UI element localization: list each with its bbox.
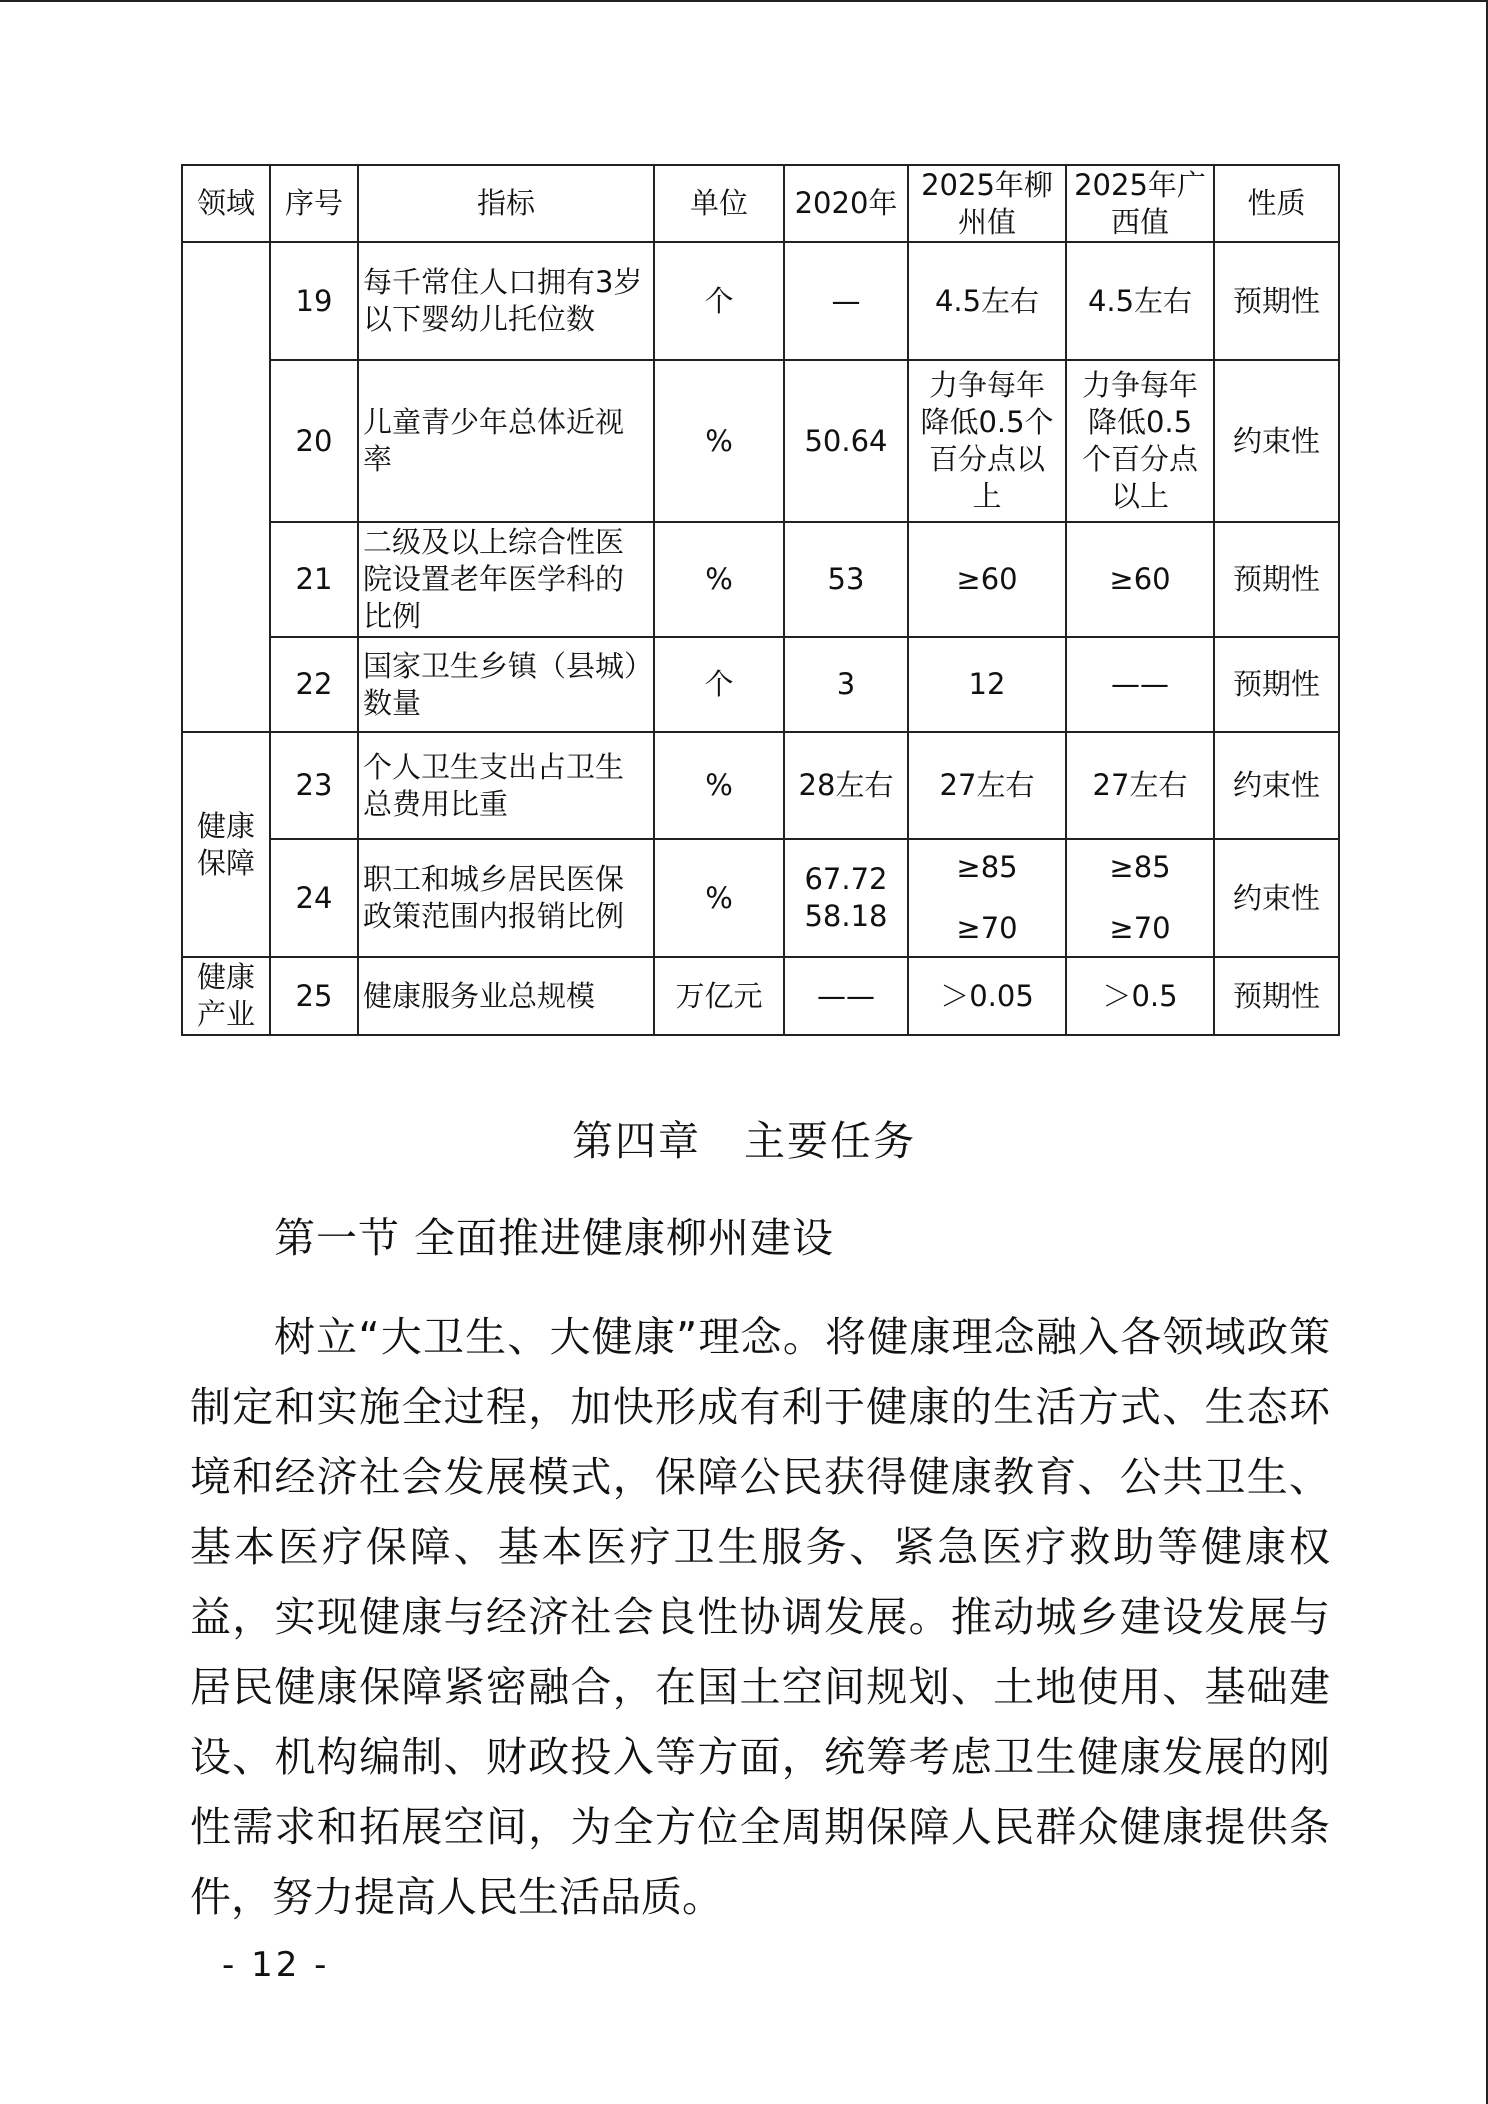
guangxi-cell: 4.5左右 bbox=[1066, 242, 1214, 360]
indicator-cell: 每千常住人口拥有3岁以下婴幼儿托位数 bbox=[358, 242, 654, 360]
table-row bbox=[182, 522, 1339, 637]
table-row bbox=[182, 637, 1339, 732]
guangxi-cell: 力争每年降低0.5个百分点以上 bbox=[1066, 360, 1214, 522]
table-row bbox=[182, 360, 1339, 522]
y2020-cell: 28左右 bbox=[784, 732, 908, 839]
unit-cell: % bbox=[654, 360, 784, 522]
header-nature: 性质 bbox=[1214, 165, 1339, 242]
nature-cell: 预期性 bbox=[1214, 522, 1339, 637]
unit-cell: 万亿元 bbox=[654, 957, 784, 1035]
body-text bbox=[190, 1302, 1330, 1932]
y2020-cell: 53 bbox=[784, 522, 908, 637]
domain-cell: 健康产业 bbox=[182, 957, 270, 1035]
header-domain: 领域 bbox=[182, 165, 270, 242]
guangxi-cell: ＞0.5 bbox=[1066, 957, 1214, 1035]
liuzhou-cell: ＞0.05 bbox=[908, 957, 1066, 1035]
chapter-title: 第四章 主要任务 bbox=[572, 1117, 916, 1165]
header-2020: 2020年 bbox=[784, 165, 908, 242]
liuzhou-value-b: ≥70 bbox=[956, 911, 1018, 945]
indicator-cell: 儿童青少年总体近视率 bbox=[358, 360, 654, 522]
header-2025-guangxi: 2025年广西值 bbox=[1066, 165, 1214, 242]
liuzhou-cell: ≥60 bbox=[908, 522, 1066, 637]
body-paragraph: 树立“大卫生、大健康”理念。将健康理念融入各领域政策制定和实施全过程，加快形成有利于健康的生活方式、生态环境和经济社会发展模式，保障公民获得健康教育、公共卫生、基本医疗保障、基本医疗卫生服务、紧急医疗救助等健康权益，实现健康与经济社会良性协调发展。推动城乡建设发展与居民健康保障紧密融合，在国土空间规划、土地使用、基础建设、机构编制、财政投入等方面，统筹考虑卫生健康发展的刚性需求和拓展空间，为全方位全周期保障人民群众健康提供条件，努力提高人民生活品质。 bbox=[190, 1313, 1330, 1921]
indicator-cell: 国家卫生乡镇（县城）数量 bbox=[358, 637, 654, 732]
y2020-value-a: 67.72 bbox=[804, 862, 888, 896]
indicator-table bbox=[181, 164, 1340, 1036]
domain-cell bbox=[182, 242, 270, 732]
guangxi-cell bbox=[1066, 839, 1214, 957]
table-row bbox=[182, 242, 1339, 360]
y2020-value-b: 58.18 bbox=[804, 899, 888, 933]
liuzhou-cell: 4.5左右 bbox=[908, 242, 1066, 360]
y2020-cell: 50.64 bbox=[784, 360, 908, 522]
y2020-cell: 3 bbox=[784, 637, 908, 732]
header-2025-liuzhou: 2025年柳州值 bbox=[908, 165, 1066, 242]
nature-cell: 约束性 bbox=[1214, 732, 1339, 839]
indicator-cell: 个人卫生支出占卫生总费用比重 bbox=[358, 732, 654, 839]
y2020-cell: — bbox=[784, 242, 908, 360]
liuzhou-value-a: ≥85 bbox=[956, 850, 1018, 884]
nature-cell: 预期性 bbox=[1214, 637, 1339, 732]
table-row bbox=[182, 732, 1339, 839]
domain-cell: 健康保障 bbox=[182, 732, 270, 957]
nature-cell: 约束性 bbox=[1214, 360, 1339, 522]
header-unit: 单位 bbox=[654, 165, 784, 242]
unit-cell: % bbox=[654, 732, 784, 839]
liuzhou-cell: 力争每年降低0.5个百分点以上 bbox=[908, 360, 1066, 522]
page-border-top bbox=[0, 0, 1488, 2]
no-cell: 25 bbox=[270, 957, 358, 1035]
guangxi-value-b: ≥70 bbox=[1109, 911, 1171, 945]
no-cell: 21 bbox=[270, 522, 358, 637]
unit-cell: 个 bbox=[654, 242, 784, 360]
indicator-cell: 职工和城乡居民医保政策范围内报销比例 bbox=[358, 839, 654, 957]
no-cell: 24 bbox=[270, 839, 358, 957]
no-cell: 19 bbox=[270, 242, 358, 360]
unit-cell: % bbox=[654, 839, 784, 957]
unit-cell: 个 bbox=[654, 637, 784, 732]
header-indicator: 指标 bbox=[358, 165, 654, 242]
no-cell: 20 bbox=[270, 360, 358, 522]
section-title: 第一节 全面推进健康柳州建设 bbox=[274, 1214, 835, 1262]
no-cell: 22 bbox=[270, 637, 358, 732]
nature-cell: 预期性 bbox=[1214, 242, 1339, 360]
table-row bbox=[182, 839, 1339, 957]
liuzhou-cell: 27左右 bbox=[908, 732, 1066, 839]
nature-cell: 约束性 bbox=[1214, 839, 1339, 957]
liuzhou-cell: 12 bbox=[908, 637, 1066, 732]
y2020-cell: —— bbox=[784, 957, 908, 1035]
guangxi-cell: ≥60 bbox=[1066, 522, 1214, 637]
y2020-cell bbox=[784, 839, 908, 957]
guangxi-value-a: ≥85 bbox=[1109, 850, 1171, 884]
unit-cell: % bbox=[654, 522, 784, 637]
nature-cell: 预期性 bbox=[1214, 957, 1339, 1035]
page-number: - 12 - bbox=[222, 1945, 330, 1985]
liuzhou-cell bbox=[908, 839, 1066, 957]
guangxi-cell: 27左右 bbox=[1066, 732, 1214, 839]
guangxi-cell: —— bbox=[1066, 637, 1214, 732]
table-row bbox=[182, 957, 1339, 1035]
indicator-cell: 二级及以上综合性医院设置老年医学科的比例 bbox=[358, 522, 654, 637]
indicator-cell: 健康服务业总规模 bbox=[358, 957, 654, 1035]
header-no: 序号 bbox=[270, 165, 358, 242]
table-header-row bbox=[182, 165, 1339, 242]
no-cell: 23 bbox=[270, 732, 358, 839]
